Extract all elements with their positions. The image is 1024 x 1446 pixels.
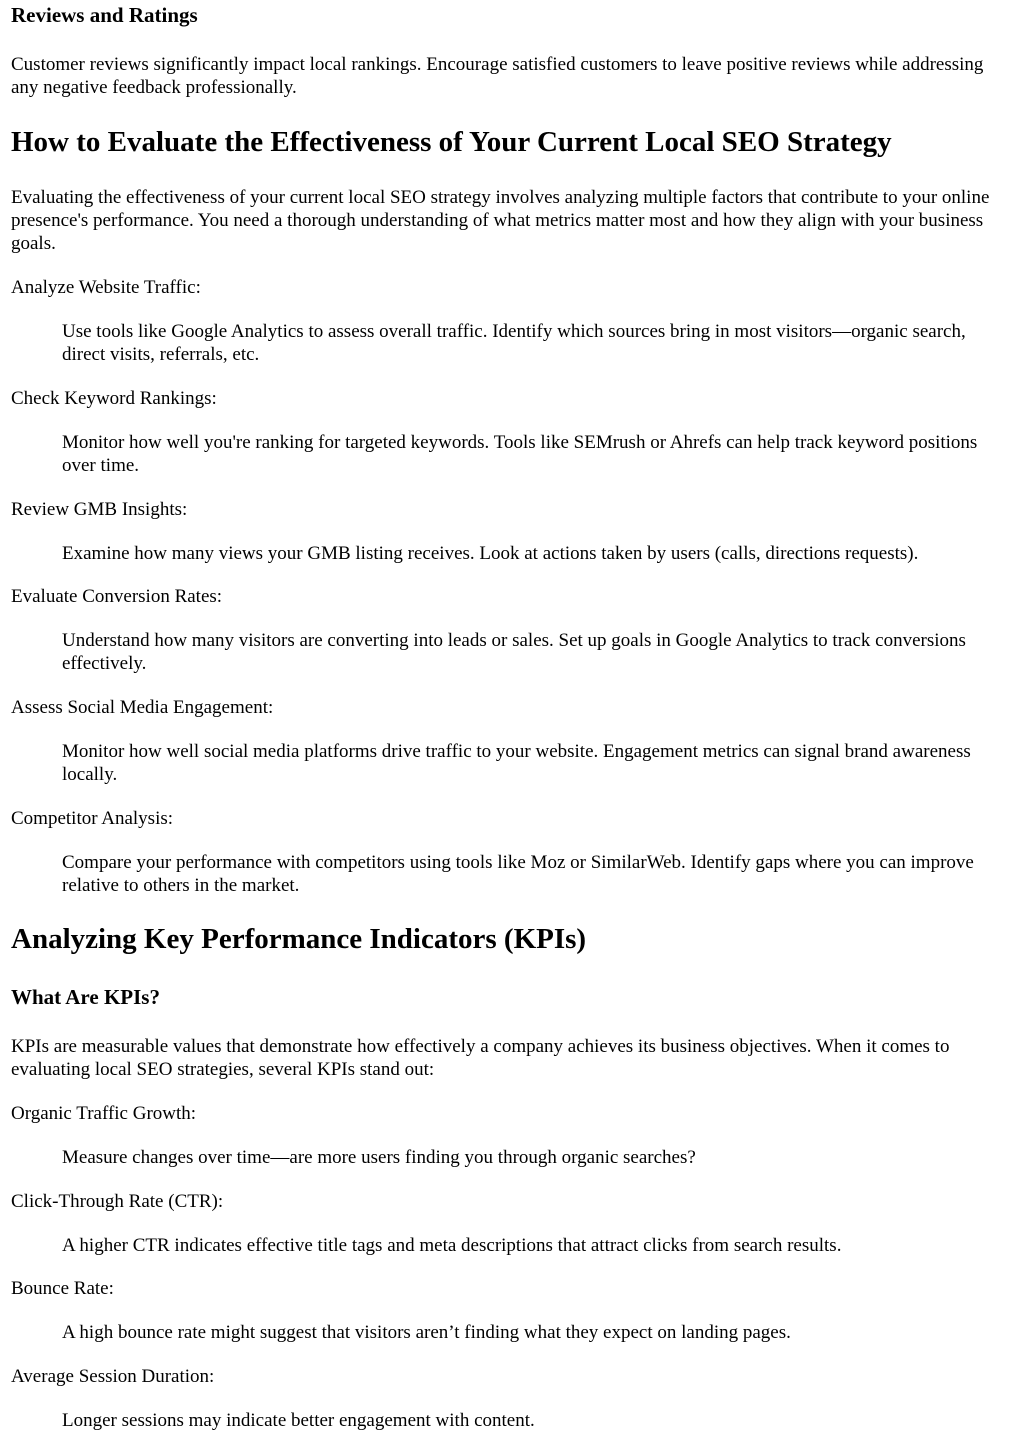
list-item-description: Understand how many visitors are converting into leads or sales. Set up goals in Google Analytics to track conversions effectively. — [62, 630, 966, 674]
evaluate-heading: How to Evaluate the Effectiveness of Your Current Local SEO Strategy — [11, 126, 892, 158]
list-item-description: A higher CTR indicates effective title tags and meta descriptions that attract clicks from search results. — [62, 1235, 842, 1256]
evaluate-intro: Evaluating the effectiveness of your current local SEO strategy involves analyzing multiple factors that contribute to your online presence's performance. You need a thorough understanding of what metrics matter most and how they align with your business goals. — [11, 187, 990, 254]
list-item-description: Longer sessions may indicate better engagement with content. — [62, 1410, 535, 1431]
list-item-description: Measure changes over time—are more users finding you through organic searches? — [62, 1147, 696, 1168]
reviews-paragraph: Customer reviews significantly impact local rankings. Encourage satisfied customers to leave positive reviews while addressing any negative feedback professionally. — [11, 54, 984, 98]
list-item-term: Bounce Rate: — [11, 1278, 114, 1299]
list-item-term: Assess Social Media Engagement: — [11, 697, 274, 718]
list-item-description: A high bounce rate might suggest that visitors aren’t finding what they expect on landing pages. — [62, 1322, 791, 1343]
kpis-subheading: What Are KPIs? — [11, 985, 160, 1009]
list-item-term: Average Session Duration: — [11, 1366, 215, 1387]
list-item-description: Compare your performance with competitors using tools like Moz or SimilarWeb. Identify gaps where you can improve relative to others in the market. — [62, 852, 974, 896]
kpis-intro: KPIs are measurable values that demonstrate how effectively a company achieves its business objectives. When it comes to evaluating local SEO strategies, several KPIs stand out: — [11, 1036, 950, 1080]
list-item-term: Analyze Website Traffic: — [11, 277, 201, 298]
list-item-term: Evaluate Conversion Rates: — [11, 586, 223, 607]
list-item-description: Monitor how well social media platforms drive traffic to your website. Engagement metrics can signal brand awareness locally. — [62, 741, 971, 785]
list-item-description: Monitor how well you're ranking for targeted keywords. Tools like SEMrush or Ahrefs can help track keyword positions over time. — [62, 432, 978, 476]
list-item-term: Click-Through Rate (CTR): — [11, 1191, 224, 1212]
kpis-heading: Analyzing Key Performance Indicators (KPIs) — [11, 923, 587, 955]
reviews-heading: Reviews and Ratings — [11, 3, 198, 27]
list-item-description: Examine how many views your GMB listing receives. Look at actions taken by users (calls, directions requests). — [62, 543, 919, 564]
list-item-term: Review GMB Insights: — [11, 499, 188, 520]
list-item-description: Use tools like Google Analytics to assess overall traffic. Identify which sources bring in most visitors—organic search, direct visits, referrals, etc. — [62, 321, 966, 365]
list-item-term: Competitor Analysis: — [11, 808, 174, 829]
list-item-term: Organic Traffic Growth: — [11, 1103, 197, 1124]
list-item-term: Check Keyword Rankings: — [11, 388, 217, 409]
